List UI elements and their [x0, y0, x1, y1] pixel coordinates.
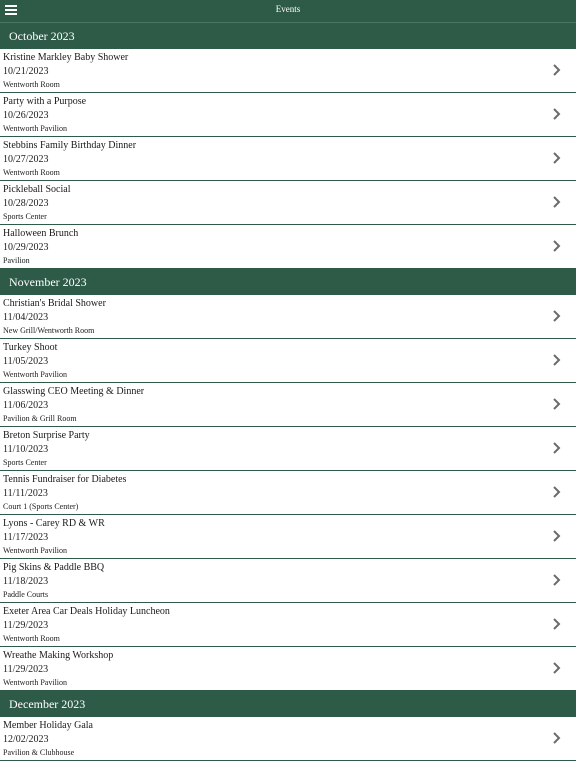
chevron-right-icon [552, 662, 562, 674]
event-row[interactable] [0, 225, 576, 269]
event-name: Pickleball Social [3, 184, 71, 195]
event-name: Breton Surprise Party [3, 430, 90, 441]
chevron-right-icon [552, 354, 562, 366]
event-name: Lyons - Carey RD & WR [3, 518, 105, 529]
event-location: Wentworth Room [3, 168, 60, 177]
event-row[interactable] [0, 93, 576, 137]
chevron-right-icon [552, 530, 562, 542]
month-section-header: December 2023 [0, 691, 576, 717]
event-name: Wreathe Making Workshop [3, 650, 114, 661]
chevron-right-icon [552, 732, 562, 744]
event-location: Wentworth Pavilion [3, 124, 68, 133]
events-list [0, 23, 576, 761]
event-date: 10/28/2023 [3, 198, 49, 209]
event-name: Kristine Markley Baby Shower [3, 52, 129, 63]
event-date: 11/04/2023 [3, 312, 49, 323]
event-location: Court 1 (Sports Center) [3, 502, 79, 511]
event-row[interactable] [0, 603, 576, 647]
event-name: Turkey Shoot [3, 342, 58, 353]
chevron-right-icon [552, 618, 562, 630]
chevron-right-icon [552, 574, 562, 586]
chevron-right-icon [552, 152, 562, 164]
event-date: 10/21/2023 [3, 66, 49, 77]
month-section-header: October 2023 [0, 23, 576, 49]
event-name: Glasswing CEO Meeting & Dinner [3, 386, 145, 397]
page-title: Events [275, 4, 301, 14]
event-date: 11/10/2023 [3, 444, 49, 455]
event-date: 11/11/2023 [3, 488, 48, 499]
event-row[interactable] [0, 181, 576, 225]
event-row[interactable] [0, 471, 576, 515]
event-name: Member Holiday Gala [3, 720, 93, 731]
event-location: Sports Center [3, 458, 47, 467]
chevron-right-icon [552, 442, 562, 454]
event-name: Exeter Area Car Deals Holiday Luncheon [3, 606, 170, 617]
event-row[interactable] [0, 559, 576, 603]
event-row[interactable] [0, 339, 576, 383]
event-row[interactable] [0, 137, 576, 181]
event-date: 11/05/2023 [3, 356, 49, 367]
event-name: Halloween Brunch [3, 228, 79, 239]
event-row[interactable] [0, 427, 576, 471]
event-date: 12/02/2023 [3, 734, 49, 745]
chevron-right-icon [552, 64, 562, 76]
event-name: Party with a Purpose [3, 96, 87, 107]
top-bar [0, 0, 576, 22]
event-row[interactable] [0, 515, 576, 559]
event-date: 11/29/2023 [3, 620, 49, 631]
event-row[interactable] [0, 383, 576, 427]
event-name: Tennis Fundraiser for Diabetes [3, 474, 127, 485]
event-date: 11/29/2023 [3, 664, 49, 675]
event-location: Sports Center [3, 212, 47, 221]
event-date: 11/06/2023 [3, 400, 49, 411]
event-date: 10/26/2023 [3, 110, 49, 121]
event-row[interactable] [0, 49, 576, 93]
chevron-right-icon [552, 310, 562, 322]
event-name: Stebbins Family Birthday Dinner [3, 140, 137, 151]
chevron-right-icon [552, 196, 562, 208]
event-date: 10/27/2023 [3, 154, 49, 165]
event-date: 10/29/2023 [3, 242, 49, 253]
event-location: Wentworth Pavilion [3, 370, 68, 379]
event-row[interactable] [0, 717, 576, 761]
event-location: Pavilion & Grill Room [3, 414, 77, 423]
event-location: Wentworth Pavilion [3, 678, 68, 687]
chevron-right-icon [552, 398, 562, 410]
chevron-right-icon [552, 240, 562, 252]
event-date: 11/18/2023 [3, 576, 49, 587]
event-row[interactable] [0, 295, 576, 339]
month-section-header: November 2023 [0, 269, 576, 295]
chevron-right-icon [552, 108, 562, 120]
event-date: 11/17/2023 [3, 532, 49, 543]
event-location: Wentworth Room [3, 634, 60, 643]
chevron-right-icon [552, 486, 562, 498]
event-location: Wentworth Room [3, 80, 60, 89]
event-location: Wentworth Pavilion [3, 546, 68, 555]
event-location: New Grill/Wentworth Room [3, 326, 95, 335]
event-row[interactable] [0, 647, 576, 691]
event-location: Paddle Courts [3, 590, 49, 599]
event-name: Pig Skins & Paddle BBQ [3, 562, 105, 573]
event-location: Pavilion [3, 256, 30, 265]
event-location: Pavilion & Clubhouse [3, 748, 75, 757]
event-name: Christian's Bridal Shower [3, 298, 106, 309]
